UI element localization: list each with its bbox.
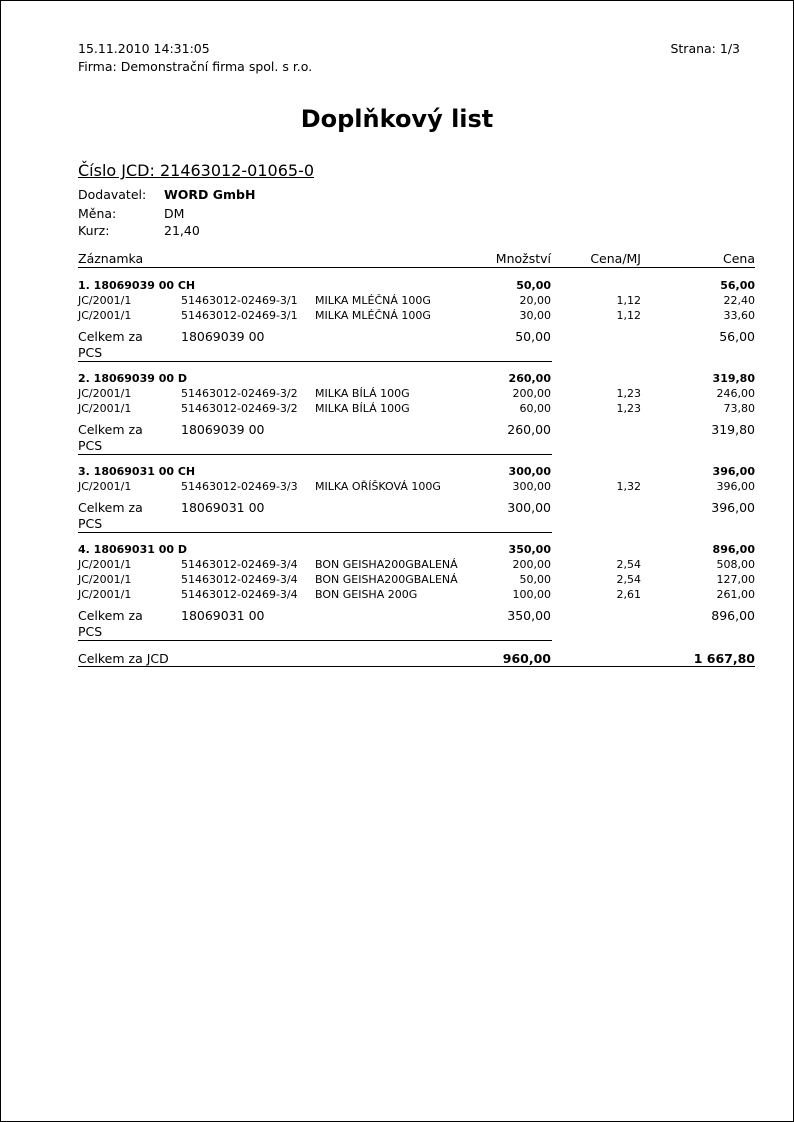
row-doc: JC/2001/1 [78, 387, 132, 400]
row-doc: JC/2001/1 [78, 588, 132, 601]
group-header: 2. 18069039 00 D [78, 372, 187, 385]
print-datetime: 15.11.2010 14:31:05 [78, 41, 210, 56]
supplier-label: Dodavatel: [78, 187, 147, 202]
row-doc: JC/2001/1 [78, 480, 132, 493]
group-qty: 260,00 [508, 372, 551, 385]
subtotal-label: Celkem za [78, 608, 143, 623]
row-code: 51463012-02469-3/3 [181, 480, 298, 493]
group-price: 56,00 [720, 279, 755, 292]
row-name: MILKA MLÉČNÁ 100G [315, 294, 431, 307]
group-qty: 350,00 [508, 543, 551, 556]
total-qty: 960,00 [502, 651, 551, 666]
currency-label: Měna: [78, 206, 117, 221]
page-number: Strana: 1/3 [670, 41, 740, 56]
row-name: BON GEISHA200GBALENÁ [315, 573, 458, 586]
group-price: 396,00 [712, 465, 755, 478]
group-divider [78, 361, 552, 362]
row-name: MILKA OŘÍŠKOVÁ 100G [315, 480, 441, 493]
subtotal-unit: PCS [78, 516, 103, 531]
subtotal-label: Celkem za [78, 329, 143, 344]
group-qty: 300,00 [508, 465, 551, 478]
company-name: Firma: Demonstrační firma spol. s r.o. [78, 59, 313, 74]
rate-value: 21,40 [164, 223, 200, 238]
row-unit-price: 2,54 [616, 573, 641, 586]
row-price: 508,00 [716, 558, 755, 571]
header-divider [78, 267, 755, 268]
group-qty: 50,00 [516, 279, 551, 292]
row-qty: 200,00 [512, 387, 551, 400]
subtotal-code: 18069031 00 [181, 608, 265, 623]
subtotal-price: 396,00 [711, 500, 755, 515]
row-qty: 100,00 [512, 588, 551, 601]
subtotal-price: 56,00 [719, 329, 755, 344]
row-qty: 200,00 [512, 558, 551, 571]
column-header-unit-price: Cena/MJ [590, 251, 641, 266]
row-name: BON GEISHA200GBALENÁ [315, 558, 458, 571]
row-code: 51463012-02469-3/1 [181, 309, 298, 322]
subtotal-unit: PCS [78, 345, 103, 360]
subtotal-qty: 50,00 [515, 329, 551, 344]
row-doc: JC/2001/1 [78, 294, 132, 307]
subtotal-unit: PCS [78, 624, 103, 639]
group-divider [78, 640, 552, 641]
group-price: 896,00 [712, 543, 755, 556]
column-header-qty: Množství [495, 251, 551, 266]
row-code: 51463012-02469-3/2 [181, 402, 298, 415]
row-unit-price: 1,23 [616, 387, 641, 400]
row-name: MILKA MLÉČNÁ 100G [315, 309, 431, 322]
rate-label: Kurz: [78, 223, 110, 238]
total-price: 1 667,80 [693, 651, 755, 666]
row-code: 51463012-02469-3/2 [181, 387, 298, 400]
row-unit-price: 1,12 [616, 309, 641, 322]
subtotal-label: Celkem za [78, 422, 143, 437]
subtotal-code: 18069039 00 [181, 329, 265, 344]
row-price: 246,00 [716, 387, 755, 400]
row-unit-price: 1,12 [616, 294, 641, 307]
row-doc: JC/2001/1 [78, 573, 132, 586]
page-title: Doplňkový list [300, 105, 494, 133]
row-code: 51463012-02469-3/4 [181, 588, 298, 601]
subtotal-price: 896,00 [711, 608, 755, 623]
subtotal-qty: 350,00 [507, 608, 551, 623]
row-qty: 20,00 [519, 294, 551, 307]
subtotal-code: 18069031 00 [181, 500, 265, 515]
supplier-value: WORD GmbH [164, 187, 256, 202]
row-unit-price: 2,61 [616, 588, 641, 601]
group-price: 319,80 [712, 372, 755, 385]
row-doc: JC/2001/1 [78, 558, 132, 571]
subtotal-code: 18069039 00 [181, 422, 265, 437]
row-doc: JC/2001/1 [78, 309, 132, 322]
subtotal-unit: PCS [78, 438, 103, 453]
row-price: 396,00 [716, 480, 755, 493]
row-code: 51463012-02469-3/4 [181, 558, 298, 571]
row-price: 261,00 [716, 588, 755, 601]
row-price: 22,40 [723, 294, 755, 307]
group-header: 3. 18069031 00 CH [78, 465, 196, 478]
row-code: 51463012-02469-3/1 [181, 294, 298, 307]
group-header: 4. 18069031 00 D [78, 543, 187, 556]
row-qty: 30,00 [519, 309, 551, 322]
row-qty: 50,00 [519, 573, 551, 586]
row-unit-price: 1,23 [616, 402, 641, 415]
column-header-price: Cena [722, 251, 755, 266]
group-divider [78, 532, 552, 533]
row-name: MILKA BÍLÁ 100G [315, 402, 410, 415]
total-divider [78, 666, 755, 667]
currency-value: DM [164, 206, 185, 221]
row-doc: JC/2001/1 [78, 402, 132, 415]
subtotal-label: Celkem za [78, 500, 143, 515]
row-code: 51463012-02469-3/4 [181, 573, 298, 586]
row-name: BON GEISHA 200G [315, 588, 418, 601]
jcd-number: Číslo JCD: 21463012-01065-0 [78, 161, 315, 180]
row-qty: 300,00 [512, 480, 551, 493]
subtotal-price: 319,80 [711, 422, 755, 437]
subtotal-qty: 260,00 [507, 422, 551, 437]
column-header-note: Záznamka [78, 251, 144, 266]
group-header: 1. 18069039 00 CH [78, 279, 196, 292]
row-unit-price: 2,54 [616, 558, 641, 571]
subtotal-qty: 300,00 [507, 500, 551, 515]
group-divider [78, 454, 552, 455]
row-price: 73,80 [723, 402, 755, 415]
row-price: 127,00 [716, 573, 755, 586]
row-unit-price: 1,32 [616, 480, 641, 493]
row-price: 33,60 [723, 309, 755, 322]
row-qty: 60,00 [519, 402, 551, 415]
row-name: MILKA BÍLÁ 100G [315, 387, 410, 400]
total-label: Celkem za JCD [78, 651, 169, 666]
